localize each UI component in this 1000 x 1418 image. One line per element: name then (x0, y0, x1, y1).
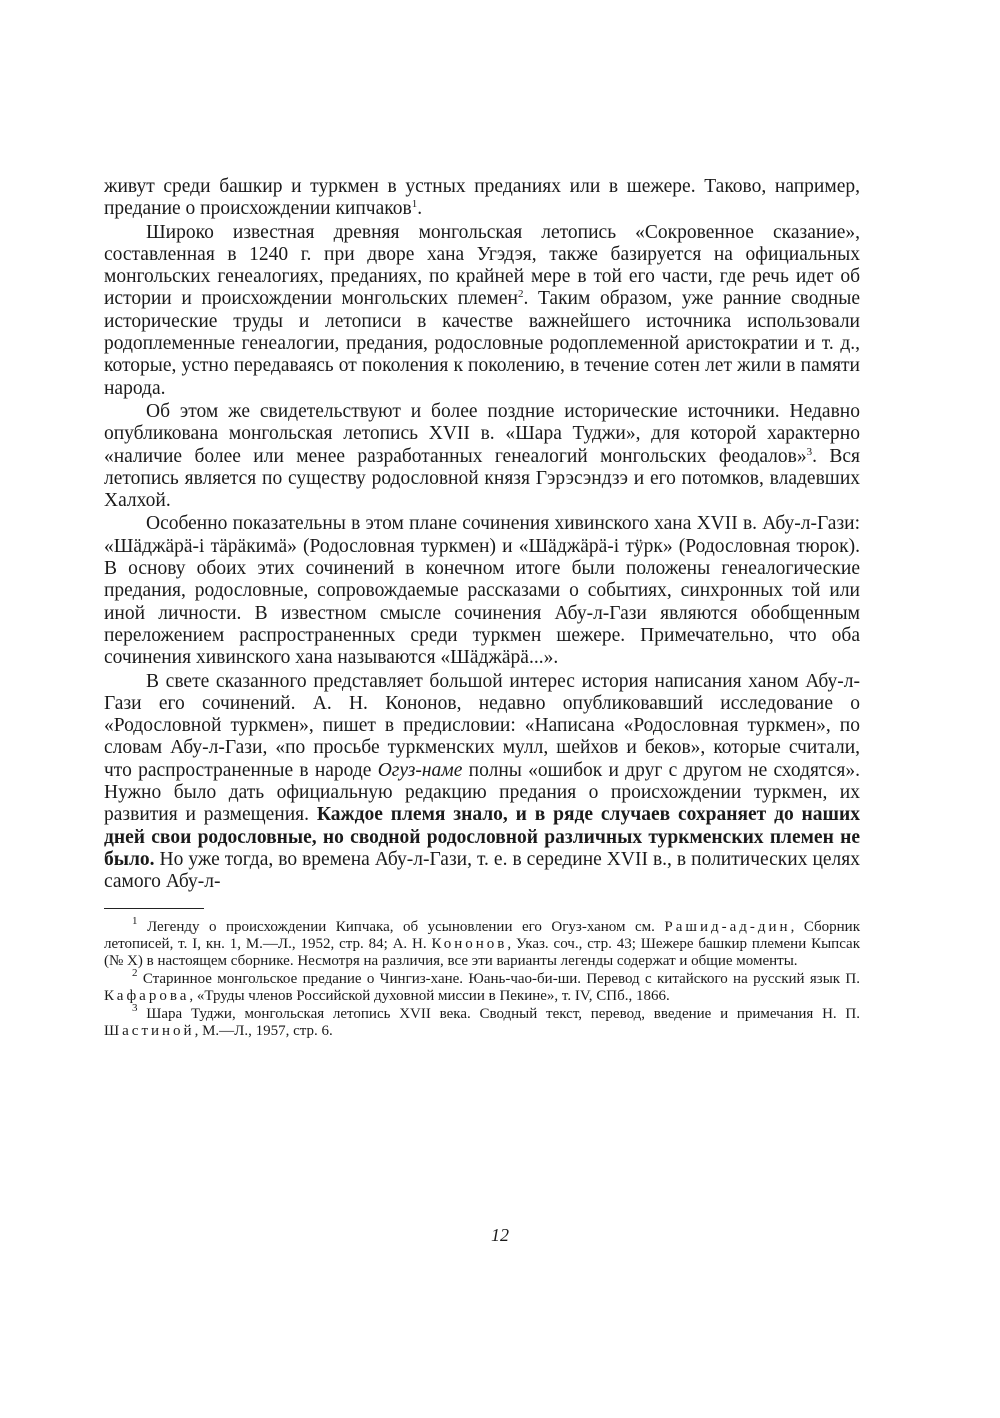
footnote-marker: 2 (132, 966, 138, 979)
main-text (104, 176, 860, 894)
footnote-marker: 2 (517, 288, 524, 301)
page-body (104, 176, 860, 1040)
text-run: , Указ. соч., стр. 43; Шежере башкир племени Кыпсак (№ X) в настоящем сборнике. Несмотря на различия, все эти варианты легенды содержат и общие моменты. (104, 935, 860, 970)
footnote-marker: 3 (132, 1001, 138, 1014)
author-name: Кафарова (104, 988, 190, 1005)
text-run: . Таким образом, уже ранние сводные исторические труды и летописи в качестве важнейшего источника использовали родоплеменные генеалогии, предания, родословные родоплеменной аристократии и т. д., которые, устно передаваясь от поколения к поколению, в течение сотен лет жили в памяти народа. (104, 288, 861, 399)
text-run: , М.—Л., 1957, стр. 6. (194, 1022, 333, 1039)
text-run: Шара Туджи, монгольская летопись XVII века. Сводный текст, перевод, введение и примечания Н. П. (137, 1005, 860, 1022)
footnote-separator (104, 908, 204, 909)
text-run: Легенду о происхождении Кипчака, об усыновлении его Огуз-ханом см. (137, 918, 665, 935)
footnote (104, 1001, 860, 1041)
author-name: Рашид-ад-дин (664, 918, 791, 935)
text-run: Особенно показательны в этом плане сочинения хивинского хана XVII в. Абу-л-Гази: «Шäджäрä-i тäрäкимä» (Родословная туркмен) и «Шäджäрä-i тӱрк» (Родословная тюрок). В основу обоих этих сочинений в конечном итоге были положены генеалогические предания, родословные, сопровождаемые рассказами о событиях, синхронных той или иной личности. В известном смысле сочинения Абу-л-Гази являются обобщенным переложением распространенных среди туркмен шежере. Примечательно, что оба сочинения хивинского хана называются «Шäджäрä...». (104, 513, 860, 669)
page-number: 12 (491, 1225, 509, 1245)
text-run: Старинное монгольское предание о Чингиз-хане. Юань-чао-би-ши. Перевод с китайского на русский язык П. (137, 970, 860, 987)
paragraph (104, 222, 860, 400)
bold-text: Каждое племя знало, и в ряде случаев сохраняет до наших дней свои родословные, но сводной родословной различных туркменских племен не было. (104, 804, 860, 870)
text-run: , «Труды членов Российской духовной миссии в Пекине», т. IV, СПб., 1866. (189, 988, 670, 1005)
footnote-marker: 3 (806, 445, 813, 458)
text-run: живут среди башкир и туркмен в устных преданиях или в шежере. Таково, например, предание о происхождении кипчаков (104, 176, 860, 220)
paragraph (104, 513, 860, 669)
footnotes (104, 914, 860, 1041)
text-run: Широко известная древняя монгольская летопись «Сокровенное сказание», составленная в 1240 г. при дворе хана Угэдэя, также базируется на официальных монгольских генеалогиях, преданиях, по крайней мере в той его части, где речь идет об истории и происхождении монгольских племен (104, 221, 860, 310)
text-run: . (417, 198, 423, 220)
text-run: , Сборник летописей, т. I, кн. 1, М.—Л., 1952, стр. 84; А. Н. (104, 918, 860, 952)
text-run: В свете сказанного представляет большой интерес история написания ханом Абу-л-Гази его сочинений. А. Н. Кононов, недавно опубликовавший исследование о «Родословной туркмен», пишет в предисловии: «Написана «Родословная туркмен», по словам Абу-л-Гази, «по просьбе туркменских мулл, шейхов и беков», которые считали, что распространенные в народе (104, 670, 860, 781)
author-name: Кононов (431, 935, 508, 952)
paragraph (104, 671, 860, 894)
footnote (104, 966, 860, 1006)
footnote-marker: 1 (132, 914, 138, 927)
author-name: Шастиной (104, 1022, 195, 1039)
footnote-marker: 1 (411, 198, 418, 211)
text-run: . Вся летопись является по существу родословной князя Гэрэсэндзэ и его потомков, владевших Халхой. (104, 445, 860, 512)
footnote (104, 914, 860, 971)
text-run: Об этом же свидетельствуют и более поздние исторические источники. Недавно опубликована монгольская летопись XVII в. «Шара Туджи», для которой характерно «наличие более или менее разработанных генеалогий монгольских феодалов» (104, 400, 860, 467)
text-run: Но уже тогда, во времена Абу-л-Гази, т. е. в середине XVII в., в политических целях самого Абу-л- (104, 848, 860, 893)
paragraph (104, 401, 860, 512)
text-run: полны «ошибок и друг с другом не сходятся». Нужно было дать официальную редакцию предания о происхождении туркмен, их развития и размещения. (104, 759, 860, 826)
italic-text: Огуз-наме (377, 759, 463, 781)
paragraph (104, 176, 860, 221)
